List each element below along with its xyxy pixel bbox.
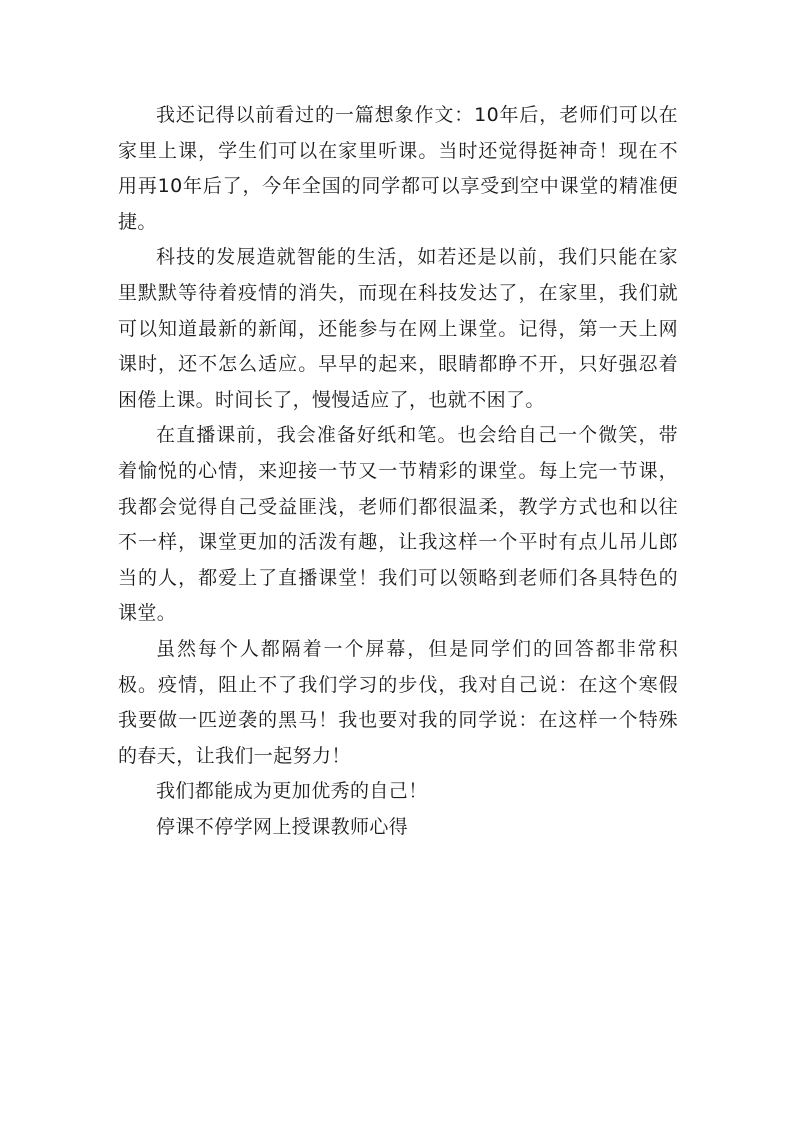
document-body [118,98,678,845]
paragraph-2: 科技的发展造就智能的生活，如若还是以前，我们只能在家里默默等待着疫情的消失，而现在科技发达了，在家里，我们就可以知道最新的新闻，还能参与在网上课堂。记得，第一天上网课时，还不怎么适应。早早的起来，眼睛都睁不开，只好强忍着困倦上课。时间长了，慢慢适应了，也就不困了。 [118,246,678,411]
paragraph-5: 我们都能成为更加优秀的自己！ [156,780,428,803]
section-heading: 停课不停学网上授课教师心得 [156,815,409,838]
paragraph-3: 在直播课前，我会准备好纸和笔。也会给自己一个微笑，带着愉悦的心情，来迎接一节又一节精彩的课堂。每上完一节课，我都会觉得自己受益匪浅，老师们都很温柔，教学方式也和以往不一样，课堂更加的活泼有趣，让我这样一个平时有点儿吊儿郎当的人，都爱上了直播课堂！我们可以领略到老师们各具特色的课堂。 [118,424,678,625]
paragraph-4: 虽然每个人都隔着一个屏幕，但是同学们的回答都非常积极。疫情，阻止不了我们学习的步伐，我对自己说：在这个寒假我要做一匹逆袭的黑马！我也要对我的同学说：在这样一个特殊的春天，让我们一起努力！ [118,637,678,767]
paragraph-1: 我还记得以前看过的一篇想象作文：10年后，老师们可以在家里上课，学生们可以在家里听课。当时还觉得挺神奇！现在不用再10年后了，今年全国的同学都可以享受到空中课堂的精准便捷。 [118,104,678,233]
